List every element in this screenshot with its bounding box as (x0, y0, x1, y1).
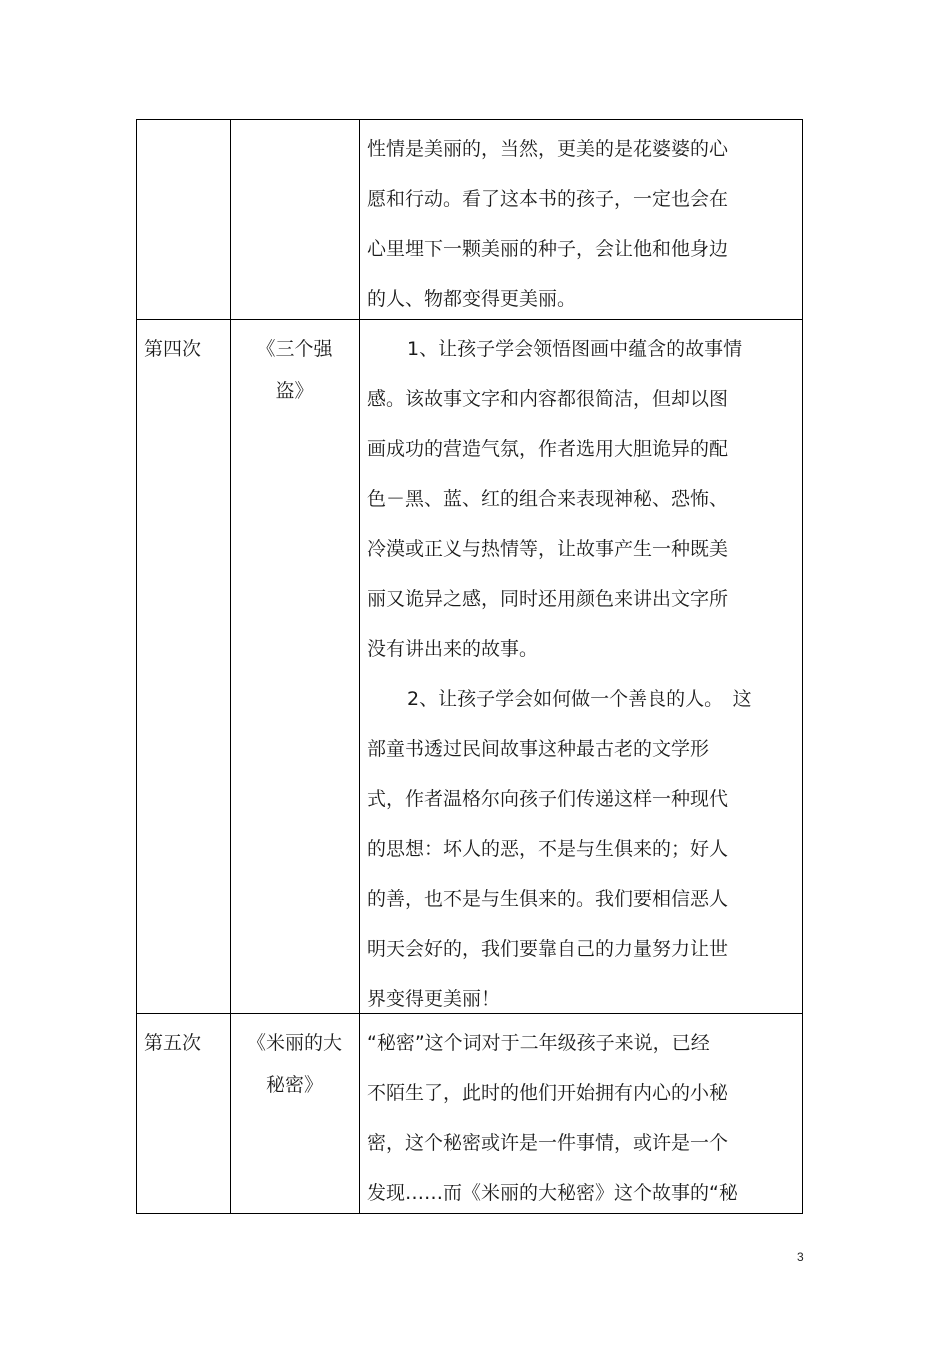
content-line: 心里埋下一颗美丽的种子，会让他和他身边 (367, 238, 729, 260)
content-line: 没有讲出来的故事。 (367, 638, 539, 660)
session-label (144, 124, 230, 174)
table-border-right (802, 119, 803, 1214)
table-border-top (136, 119, 803, 120)
content-line: 色－黑、蓝、红的组合来表现神秘、恐怖、 (367, 488, 729, 510)
session-cell (136, 319, 230, 1013)
session-label: 第四次 (144, 338, 202, 360)
content-line: 不陌生了，此时的他们开始拥有内心的小秘 (367, 1082, 729, 1104)
content-line: 部童书透过民间故事这种最古老的文学形 (367, 738, 710, 760)
book-title-line: 盗》 (275, 380, 314, 402)
content-line: 密，这个秘密或许是一件事情，或许是一个 (367, 1132, 729, 1154)
table-border-bottom (136, 1213, 803, 1214)
book-title-cell (230, 319, 359, 1013)
content-line: 1、让孩子学会领悟图画中蕴含的故事情 (407, 338, 743, 360)
content-line: 丽又诡异之感，同时还用颜色来讲出文字所 (367, 588, 729, 610)
session-cell (136, 119, 230, 319)
content-line: 冷漠或正义与热情等，让故事产生一种既美 (367, 538, 729, 560)
book-title-cell (230, 119, 359, 319)
page-number: 3 (797, 1250, 804, 1264)
row-divider (136, 1013, 803, 1014)
book-title-line: 秘密》 (265, 1074, 323, 1096)
content-line: 愿和行动。看了这本书的孩子，一定也会在 (367, 188, 729, 210)
content-line: 明天会好的，我们要靠自己的力量努力让世 (367, 938, 729, 960)
content-cell (359, 119, 803, 319)
session-cell (136, 1013, 230, 1214)
session-label: 第五次 (144, 1032, 202, 1054)
content-line: 的善，也不是与生俱来的。我们要相信恶人 (367, 888, 729, 910)
row-divider (136, 319, 803, 320)
content-line: 的人、物都变得更美丽。 (367, 288, 577, 310)
content-cell (359, 1013, 803, 1214)
reading-plan-table (136, 119, 803, 1214)
book-title-line: 《米丽的大 (246, 1032, 342, 1054)
book-title-line: 《三个强 (256, 338, 333, 360)
content-line: 画成功的营造气氛，作者选用大胆诡异的配 (367, 438, 729, 460)
content-line: 式，作者温格尔向孩子们传递这样一种现代 (367, 788, 729, 810)
table-row (136, 1013, 803, 1214)
content-line: 的思想：坏人的恶，不是与生俱来的；好人 (367, 838, 729, 860)
content-line: 2、让孩子学会如何做一个善良的人。 这 (407, 688, 752, 710)
content-line: 感。该故事文字和内容都很简洁，但却以图 (367, 388, 729, 410)
table-row (136, 119, 803, 319)
content-line: 发现……而《米丽的大秘密》这个故事的“秘 (367, 1182, 738, 1204)
content-line: 性情是美丽的，当然，更美的是花婆婆的心 (367, 138, 729, 160)
column-divider (230, 119, 231, 1214)
content-line: “秘密”这个词对于二年级孩子来说，已经 (367, 1032, 710, 1054)
column-divider (359, 119, 360, 1214)
table-row (136, 319, 803, 1013)
content-cell (359, 319, 803, 1013)
book-title-cell (230, 1013, 359, 1214)
table-border-left (136, 119, 137, 1214)
content-line: 界变得更美丽！ (367, 988, 501, 1010)
